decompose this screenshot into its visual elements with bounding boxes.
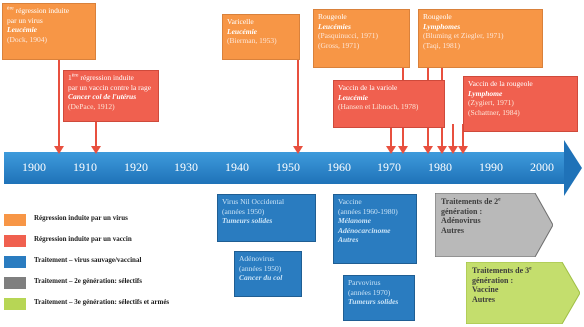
year-label: 1950 (276, 160, 300, 174)
event-reference: (Hansen et Libnoch, 1978) (338, 102, 419, 112)
event-disease: Leucémie (227, 26, 257, 36)
treatment-period: (années 1950) (239, 263, 282, 273)
event-reference: (Taqi, 1981) (423, 40, 460, 50)
legend-label: Traitement – virus sauvage/vaccinal (34, 256, 142, 264)
legend-label: Traitement – 3e génération: sélectifs et armés (34, 298, 170, 306)
legend-swatch (4, 235, 26, 247)
second-generation-text (435, 193, 553, 257)
event-disease: Leucémie (338, 92, 368, 102)
treatment-period: (années 1950) (222, 206, 265, 216)
second-generation-shape (435, 193, 553, 257)
year-label: 1910 (73, 160, 97, 174)
treatment-title: Vaccine (338, 197, 362, 206)
treatment-title: Virus Nil Occidental (222, 197, 285, 206)
year-label: 1960 (327, 160, 351, 174)
event-reference: (Dock, 1904) (7, 34, 47, 44)
gen3-item: Autres (472, 294, 495, 304)
third-generation-text (466, 262, 580, 324)
year-label: 1920 (124, 160, 148, 174)
event-disease: Leucémies (318, 21, 351, 31)
treatment-parvovirus (343, 275, 415, 321)
event-reference: (Pasquinucci, 1971) (318, 31, 378, 41)
event-virus-leukemia-1904 (2, 3, 96, 60)
event-smallpox-vaccine-leukemia-1978 (333, 80, 445, 128)
treatment-indication: Mélanome (338, 216, 371, 226)
event-reference: (Zygiert, 1971) (468, 98, 514, 108)
legend-label: Régression induite par un vaccin (34, 235, 132, 243)
ordinal: e (529, 265, 532, 272)
treatment-title: Adénovirus (239, 254, 274, 263)
event-title: Vaccin de la variole (338, 83, 398, 92)
event-title: Rougeole (423, 12, 452, 21)
connector-arrowhead (437, 146, 447, 154)
event-measles-vaccine-lymphoma (463, 76, 578, 132)
gen2-title: Traitements de 2e (441, 196, 501, 206)
connector-arrowhead (54, 146, 64, 154)
event-reference: (Gross, 1971) (318, 40, 360, 50)
connector-line (58, 60, 60, 146)
year-label: 1930 (174, 160, 198, 174)
legend-label: Traitement – 2e génération: sélectifs (34, 277, 142, 285)
connector-line (95, 122, 97, 146)
legend-swatch (4, 214, 26, 226)
gen2-item: Autres (441, 225, 464, 235)
connector-arrowhead (398, 146, 408, 154)
event-title: Rougeole (318, 12, 347, 21)
connector-arrowhead (448, 146, 458, 154)
event-title: $^{ère}$ régression induite (7, 5, 70, 15)
third-generation-shape (466, 262, 580, 324)
ordinal: ère (7, 5, 14, 12)
ordinal: e (498, 196, 501, 203)
event-reference: (Bluming et Ziegler, 1971) (423, 31, 504, 41)
gen2-item: Adénovirus (441, 216, 481, 226)
connector-line (452, 124, 454, 146)
legend-label: Régression induite par un virus (34, 214, 128, 222)
event-measles-lymphoma-1971 (418, 9, 543, 68)
event-measles-leukemia-1971 (313, 9, 410, 68)
event-disease: Lymphomes (423, 21, 461, 31)
event-disease: Cancer col de l'utérus (68, 92, 137, 102)
connector-line (297, 60, 299, 146)
year-label: 1990 (479, 160, 503, 174)
event-vaccine-cervix-1912 (63, 70, 159, 122)
treatment-indication: Adénocarcinome (338, 225, 391, 235)
connector-arrowhead (386, 146, 396, 154)
event-reference: (Bierman, 1953) (227, 36, 277, 46)
year-label: 1900 (22, 160, 46, 174)
year-label: 1940 (225, 160, 249, 174)
connector-arrowhead (293, 146, 303, 154)
gen3-title: Traitements de 3e (472, 265, 532, 275)
event-title: 1ère régression induite (68, 72, 134, 82)
connector-arrowhead (458, 146, 468, 154)
event-title: par un vaccin contre la rage (68, 82, 152, 92)
event-title: par un virus (7, 15, 43, 25)
legend-swatch (4, 256, 26, 268)
treatment-indication: Tumeurs solides (222, 216, 273, 226)
event-title: Vaccin de la rougeole (468, 79, 533, 88)
gen3-item: Vaccine (472, 285, 499, 295)
treatment-indication: Autres (338, 235, 359, 245)
legend-swatch (4, 277, 26, 289)
treatment-vaccinia (333, 194, 417, 264)
treatment-indication: Tumeurs solides (348, 297, 399, 307)
treatment-adenovirus (234, 251, 302, 297)
event-disease: Leucémie (7, 25, 37, 35)
timeline-arrowhead (564, 140, 582, 196)
year-label: 2000 (530, 160, 554, 174)
year-label: 1980 (428, 160, 452, 174)
gen2-subtitle: génération : (441, 206, 483, 216)
legend-swatch (4, 298, 26, 310)
event-varicella-leukemia-1953 (222, 14, 300, 60)
gen3-subtitle: génération : (472, 275, 514, 285)
year-label: 1970 (377, 160, 401, 174)
event-reference: (DePace, 1912) (68, 101, 115, 111)
event-title: Varicelle (227, 17, 254, 26)
connector-arrowhead (423, 146, 433, 154)
treatment-indication: Cancer du col (239, 273, 283, 283)
treatment-west-nile-virus (217, 194, 316, 242)
event-reference: (Schattner, 1984) (468, 107, 520, 117)
treatment-title: Parvovirus (348, 278, 381, 287)
treatment-period: (années 1960-1980) (338, 206, 398, 216)
connector-line (390, 128, 392, 146)
ordinal: ère (71, 72, 79, 79)
treatment-period: (années 1970) (348, 287, 391, 297)
connector-arrowhead (91, 146, 101, 154)
event-disease: Lymphome (468, 88, 503, 98)
